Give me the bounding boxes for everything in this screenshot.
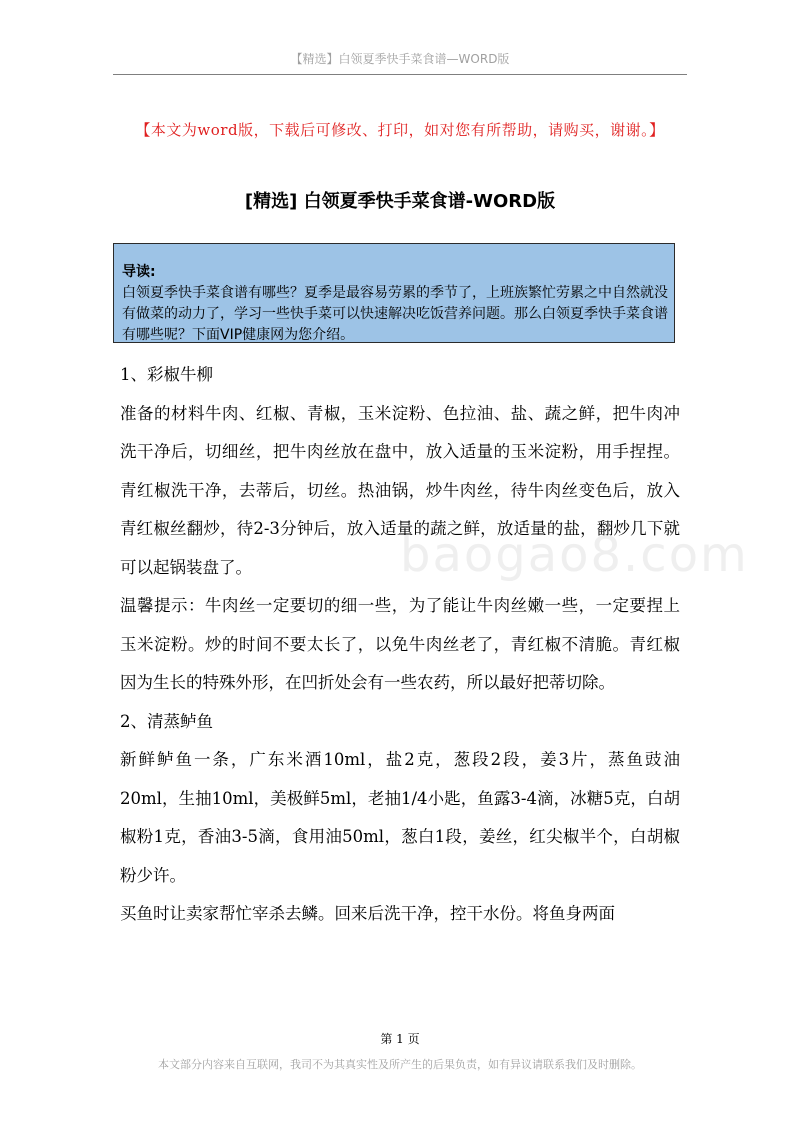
intro-heading: 导读: (122, 264, 156, 280)
intro-box (113, 243, 675, 343)
purchase-notice: 【本文为word版，下载后可修改、打印，如对您有所帮助，请购买，谢谢。】 (135, 121, 665, 139)
section-title: 1、彩椒牛柳 (120, 365, 213, 384)
paragraph: 温馨提示：牛肉丝一定要切的细一些，为了能让牛肉丝嫩一些，一定要捏上玉米淀粉。炒的时间不要太长了，以免牛肉丝老了，青红椒不清脆。青红椒因为生长的特殊外形，在凹折处会有一些农药，所以最好把蒂切除。 (120, 596, 680, 692)
document-body (120, 356, 680, 934)
header-divider (113, 74, 687, 75)
paragraph: 买鱼时让卖家帮忙宰杀去鳞。回来后洗干净，控干水份。将鱼身两面 (120, 904, 615, 923)
section-title: 2、清蒸鲈鱼 (120, 711, 213, 731)
paragraph: 新鲜鲈鱼一条，广东米酒10ml，盐2克，葱段2段，姜3片，蒸鱼豉油20ml，生抽10ml，美极鲜5ml，老抽1/4小匙，鱼露3-4滴，冰糖5克，白胡椒粉1克，香油3-5滴，食用油50ml，葱白1段，姜丝，红尖椒半个，白胡椒粉少许。 (120, 750, 680, 885)
intro-text: 白领夏季快手菜食谱有哪些？夏季是最容易劳累的季节了，上班族繁忙劳累之中自然就没有做菜的动力了，学习一些快手菜可以快速解决吃饭营养问题。那么白领夏季快手菜食谱有哪些呢？下面VIP健康网为您介绍。 (122, 285, 668, 343)
page-number: 第 1 页 (380, 1032, 420, 1046)
document-title: [精选] 白领夏季快手菜食谱-WORD版 (244, 191, 556, 212)
footer-disclaimer: 本文部分内容来自互联网，我司不为其真实性及所产生的后果负责，如有异议请联系我们及时删除。 (158, 1058, 642, 1071)
watermark: baogao8.com (400, 527, 749, 583)
paragraph: 准备的材料牛肉、红椒、青椒，玉米淀粉、色拉油、盐、蔬之鲜，把牛肉冲洗干净后，切细丝，把牛肉丝放在盘中，放入适量的玉米淀粉，用手捏捏。青红椒洗干净，去蒂后，切丝。热油锅，炒牛肉丝，待牛肉丝变色后，放入青红椒丝翻炒，待2-3分钟后，放入适量的蔬之鲜，放适量的盐，翻炒几下就可以起锅装盘了。 (120, 403, 680, 577)
page-header: 【精选】白领夏季快手菜食谱—WORD版 (290, 52, 510, 66)
